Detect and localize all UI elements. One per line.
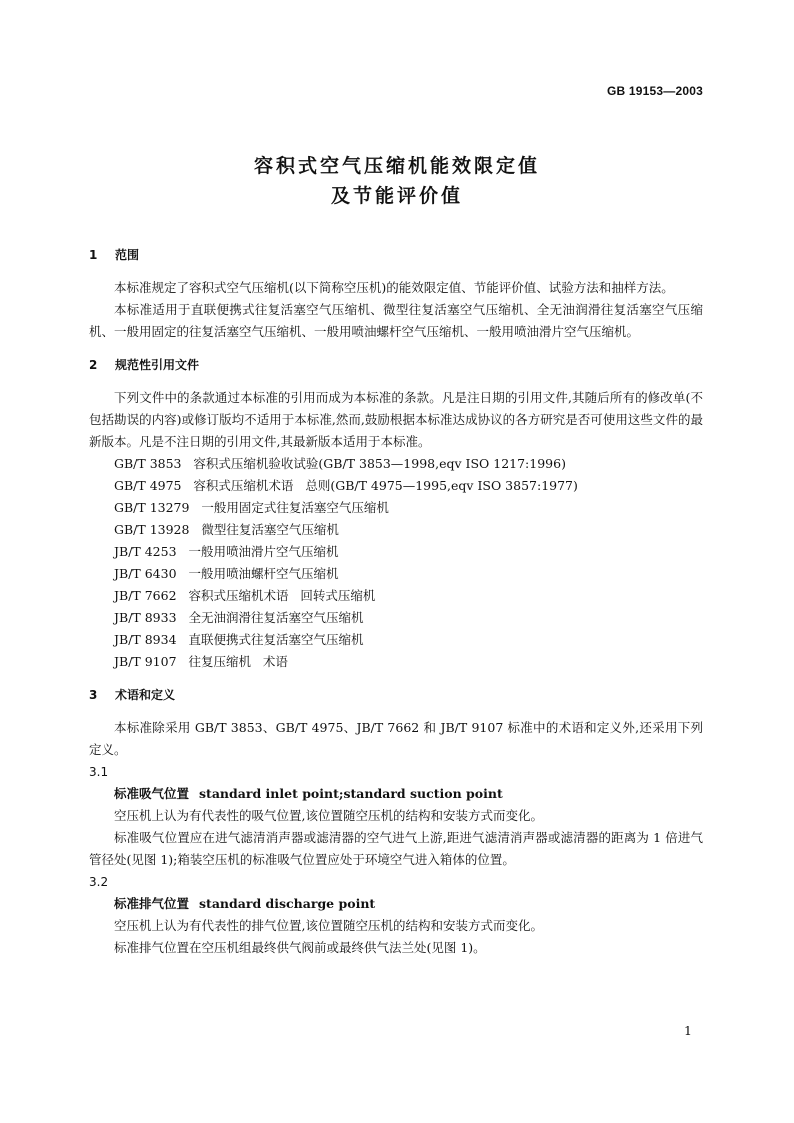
reference-item: JB/T 8934 直联便携式往复活塞空气压缩机 bbox=[114, 632, 364, 647]
reference-item: JB/T 4253 一般用喷油滑片空气压缩机 bbox=[114, 544, 339, 559]
section-title: 术语和定义 bbox=[115, 688, 176, 702]
term-english: standard inlet point;standard suction point bbox=[199, 786, 503, 801]
document-title-line-2: 及节能评价值 bbox=[330, 185, 463, 207]
term-3-1-note: 标准吸气位置应在进气滤清消声器或滤清器的空气进气上游,距进气滤清消声器或滤清器的距离为 1 倍进气管径处(见图 1);箱装空压机的标准吸气位置应处于环境空气进入箱体的位置。 bbox=[89, 830, 703, 867]
reference-item: GB/T 13279 一般用固定式往复活塞空气压缩机 bbox=[114, 500, 389, 515]
page-number: 1 bbox=[684, 1023, 692, 1038]
reference-item: GB/T 3853 容积式压缩机验收试验(GB/T 3853—1998,eqv ISO 1217:1996) bbox=[114, 456, 566, 471]
scope-paragraph-2: 本标准适用于直联便携式往复活塞空气压缩机、微型往复活塞空气压缩机、全无油润滑往复活塞空气压缩机、一般用固定的往复活塞空气压缩机、一般用喷油螺杆空气压缩机、一般用喷油滑片空气压缩机。 bbox=[89, 302, 703, 339]
reference-item: JB/T 9107 往复压缩机 术语 bbox=[114, 654, 288, 669]
standard-number: GB 19153—2003 bbox=[607, 84, 703, 98]
references-intro-paragraph: 下列文件中的条款通过本标准的引用而成为本标准的条款。凡是注日期的引用文件,其随后所有的修改单(不包括勘误的内容)或修订版均不适用于本标准,然而,鼓励根据本标准达成协议的各方研究是否可使用这些文件的最新版本。凡是不注日期的引用文件,其最新版本适用于本标准。 bbox=[89, 390, 703, 449]
terms-intro-paragraph: 本标准除采用 GB/T 3853、GB/T 4975、JB/T 7662 和 JB/T 9107 标准中的术语和定义外,还采用下列定义。 bbox=[89, 720, 703, 757]
section-heading-normative-references bbox=[89, 354, 703, 376]
scope-paragraph-1: 本标准规定了容积式空气压缩机(以下简称空压机)的能效限定值、节能评价值、试验方法和抽样方法。 bbox=[114, 280, 674, 295]
reference-item: GB/T 4975 容积式压缩机术语 总则(GB/T 4975—1995,eqv ISO 3857:1977) bbox=[114, 478, 578, 493]
section-number: 2 bbox=[89, 358, 98, 372]
document-title-line-1: 容积式空气压缩机能效限定值 bbox=[253, 155, 540, 177]
term-english: standard discharge point bbox=[199, 896, 376, 911]
term-chinese: 标准吸气位置 bbox=[114, 786, 190, 801]
document-body bbox=[89, 244, 703, 959]
section-number: 3 bbox=[89, 688, 98, 702]
term-3-1-definition: 空压机上认为有代表性的吸气位置,该位置随空压机的结构和安装方式而变化。 bbox=[114, 808, 543, 823]
term-chinese: 标准排气位置 bbox=[114, 896, 190, 911]
section-number: 1 bbox=[89, 248, 98, 262]
reference-item: JB/T 6430 一般用喷油螺杆空气压缩机 bbox=[114, 566, 339, 581]
term-3-2-note: 标准排气位置在空压机组最终供气阀前或最终供气法兰处(见图 1)。 bbox=[114, 940, 486, 955]
reference-item: JB/T 7662 容积式压缩机术语 回转式压缩机 bbox=[114, 588, 376, 603]
term-standard-inlet-point bbox=[89, 783, 703, 805]
reference-item: JB/T 8933 全无油润滑往复活塞空气压缩机 bbox=[114, 610, 364, 625]
section-heading-terms-definitions bbox=[89, 684, 703, 706]
term-standard-discharge-point bbox=[89, 893, 703, 915]
section-heading-scope bbox=[89, 244, 703, 266]
section-title: 范围 bbox=[115, 248, 140, 262]
section-title: 规范性引用文件 bbox=[115, 358, 200, 372]
subsection-number-3-1: 3.1 bbox=[89, 765, 109, 779]
subsection-number-3-2: 3.2 bbox=[89, 875, 109, 889]
term-3-2-definition: 空压机上认为有代表性的排气位置,该位置随空压机的结构和安装方式而变化。 bbox=[114, 918, 543, 933]
reference-item: GB/T 13928 微型往复活塞空气压缩机 bbox=[114, 522, 339, 537]
